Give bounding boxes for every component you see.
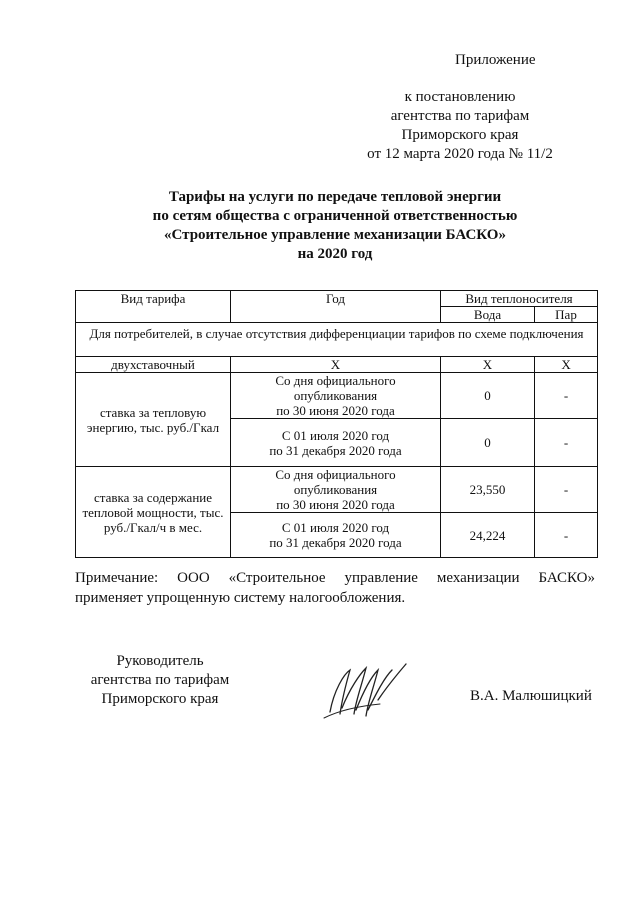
table-row bbox=[76, 467, 598, 513]
header-steam: Пар bbox=[535, 307, 598, 323]
signature bbox=[320, 660, 410, 720]
period-line: опубликования bbox=[293, 388, 378, 403]
water-value: 0 bbox=[441, 373, 535, 419]
title-line-1: Тарифы на услуги по передаче тепловой энергии bbox=[168, 189, 502, 205]
note-word: ООО bbox=[177, 570, 210, 586]
water-value: 23,550 bbox=[441, 467, 535, 513]
consumers-row: Для потребителей, в случае отсутствия дифференциации тарифов по схеме подключения bbox=[76, 323, 598, 357]
header-tariff-type: Вид тарифа bbox=[76, 291, 231, 323]
period-line: по 31 декабря 2020 года bbox=[269, 535, 402, 550]
header-year: Год bbox=[231, 291, 441, 323]
period-line: Со дня официального bbox=[275, 373, 396, 388]
note-word: управление bbox=[344, 570, 418, 586]
decree-line-2: агентства по тарифам bbox=[390, 108, 530, 124]
period-line: С 01 июля 2020 год bbox=[281, 427, 390, 443]
note-word: механизации bbox=[436, 570, 520, 586]
head-line-3: Приморского края bbox=[101, 691, 219, 707]
head-of-agency bbox=[75, 652, 245, 709]
title-line-4: на 2020 год bbox=[297, 246, 373, 262]
appendix-label: Приложение bbox=[455, 52, 536, 68]
decree-line-3: Приморского края bbox=[401, 127, 519, 143]
decree-line-4: от 12 марта 2020 года № 11/2 bbox=[367, 146, 553, 162]
two-part-year: Х bbox=[231, 357, 441, 373]
note bbox=[75, 568, 595, 608]
period-cell bbox=[231, 373, 441, 419]
decree-line-1: к постановлению bbox=[404, 89, 516, 105]
water-value: 24,224 bbox=[441, 513, 535, 558]
note-word: Примечание: bbox=[75, 570, 159, 586]
period-line: по 30 июня 2020 года bbox=[276, 497, 395, 512]
two-part-steam: Х bbox=[535, 357, 598, 373]
steam-value: - bbox=[535, 467, 598, 513]
table-row bbox=[76, 373, 598, 419]
period-line: С 01 июля 2020 год bbox=[281, 520, 390, 535]
steam-value: - bbox=[535, 513, 598, 558]
head-line-2: агентства по тарифам bbox=[90, 672, 230, 688]
header-water: Вода bbox=[441, 307, 535, 323]
period-line: по 31 декабря 2020 года bbox=[269, 442, 402, 458]
signer-name: В.А. Малюшицкий bbox=[470, 688, 592, 704]
note-line-1 bbox=[75, 568, 595, 588]
period-line: опубликования bbox=[293, 482, 378, 497]
two-part-water: Х bbox=[441, 357, 535, 373]
steam-value: - bbox=[535, 419, 598, 467]
tariffs-table bbox=[75, 290, 598, 558]
decree-reference bbox=[340, 88, 580, 164]
title-line-2: по сетям общества с ограниченной ответственностью bbox=[152, 208, 518, 224]
energy-rate-label: ставка за тепловую энергию, тыс. руб./Гкал bbox=[76, 373, 231, 467]
steam-value: - bbox=[535, 373, 598, 419]
period-line: Со дня официального bbox=[275, 467, 396, 482]
header-carrier: Вид теплоносителя bbox=[441, 291, 598, 307]
period-cell bbox=[231, 419, 441, 467]
period-cell bbox=[231, 467, 441, 513]
period-line: по 30 июня 2020 года bbox=[276, 403, 395, 418]
title-line-3: «Строительное управление механизации БАСКО» bbox=[164, 227, 506, 243]
head-line-1: Руководитель bbox=[116, 653, 204, 669]
period-cell bbox=[231, 513, 441, 558]
note-line-2: применяет упрощенную систему налогообложения. bbox=[75, 590, 406, 606]
note-word: БАСКО» bbox=[538, 570, 595, 586]
two-part-label: двухставочный bbox=[76, 357, 231, 373]
document-title bbox=[40, 188, 630, 264]
capacity-rate-label: ставка за содержание тепловой мощности, тыс. руб./Гкал/ч в мес. bbox=[76, 467, 231, 558]
note-word: «Строительное bbox=[228, 570, 326, 586]
water-value: 0 bbox=[441, 419, 535, 467]
